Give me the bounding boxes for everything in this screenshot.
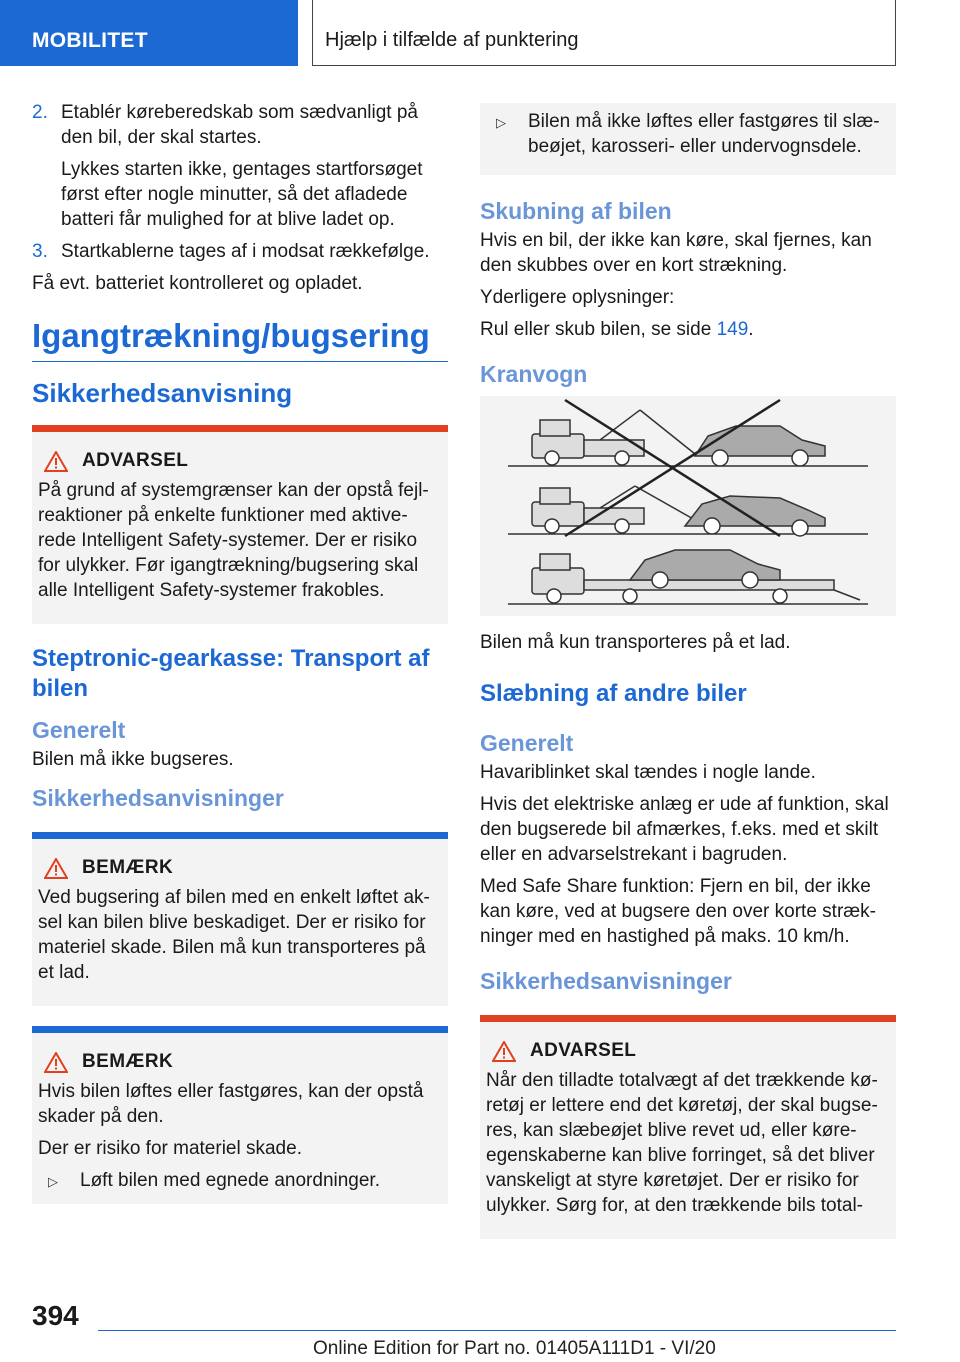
- bullet-item: [38, 1168, 434, 1194]
- roll-text: Rul eller skub bilen, se side 149.: [480, 319, 754, 340]
- warning-label: ADVARSEL: [82, 450, 189, 471]
- note-box: [32, 832, 448, 1006]
- warning-triangle-icon: [44, 451, 68, 472]
- defect-text: Hvis det elektriske anlæg er ude af funktion, skal den bugserede bil afmærkes, f.eks. med et skilt eller en advarselstrekant i bagruden.: [480, 794, 889, 865]
- warning-triangle-icon: [44, 858, 68, 879]
- crane-caption: Bilen må kun transporteres på et lad.: [480, 632, 791, 653]
- push-heading: Skubning af bilen: [480, 198, 672, 224]
- chapter-title: Hjælp i tilfælde af punktering: [312, 0, 896, 66]
- hazard-text: Havariblinket skal tændes i nogle lande.: [480, 762, 816, 783]
- push-text: Hvis en bil, der ikke kan køre, skal fjernes, kan den skubbes over en kort strækning.: [480, 230, 872, 276]
- note-label: BEMÆRK: [82, 857, 174, 878]
- section-tab: MOBILITET: [0, 0, 298, 66]
- tow-methods-illustration: [480, 396, 896, 616]
- safety-instructions-heading: Sikkerhedsanvisninger: [480, 968, 732, 994]
- warning-text: Når den tilladte totalvægt af det trækkende kø‐retøj er lettere end det køretøj, der skal bugse‐res, kan slæbeøjet blive revet ud, eller køre‐egenskaberne kan blive forringet, så det bliver vanskeligt at styre køretøjet. Der er risiko for ulykker. Sørg for, at den trækkende bils total‐: [486, 1070, 878, 1216]
- note-box-continued: [480, 103, 896, 175]
- general-heading: Generelt: [480, 730, 574, 756]
- warning-title: [38, 450, 434, 472]
- bullet-triangle-icon: ▷: [496, 115, 506, 130]
- bullet-triangle-icon: ▷: [48, 1174, 58, 1189]
- more-info-text: Yderligere oplysninger:: [480, 287, 675, 308]
- page-link[interactable]: 149: [716, 319, 749, 340]
- warning-title: [486, 1040, 882, 1062]
- towing-heading: Slæbning af andre biler: [480, 680, 747, 707]
- crane-heading: Kranvogn: [480, 361, 588, 387]
- general-heading: Generelt: [32, 717, 126, 743]
- footer-divider: [98, 1330, 896, 1331]
- step-text: Startkablerne tages af i modsat rækkefølge.: [61, 241, 430, 262]
- edition-text: Online Edition for Part no. 01405A111D1 - VI/20: [313, 1338, 716, 1359]
- general-text: Bilen må ikke bugseres.: [32, 749, 234, 770]
- note-title: [38, 1051, 434, 1073]
- note-text: Der er risiko for materiel skade.: [38, 1138, 302, 1159]
- bullet-text: Bilen må ikke løftes eller fastgøres til slæ‐beøjet, karosseri- eller undervognsdele.: [528, 111, 880, 157]
- warning-box: [480, 1015, 896, 1239]
- main-heading: Igangtrækning/bugsering: [32, 316, 448, 362]
- step-2: [32, 100, 448, 150]
- warning-triangle-icon: [44, 1052, 68, 1073]
- bullet-item: [486, 109, 882, 159]
- safety-instructions-heading: Sikkerhedsanvisninger: [32, 785, 284, 811]
- page-header: [0, 0, 960, 66]
- page-number: 394: [32, 1300, 79, 1331]
- steptronic-heading: Steptronic-gearkasse: Transport af bilen: [32, 645, 430, 702]
- note-label: BEMÆRK: [82, 1051, 174, 1072]
- bullet-text: Løft bilen med egnede anordninger.: [80, 1170, 380, 1191]
- step-text: Etablér køreberedskab som sædvanligt på den bil, der skal startes.: [61, 102, 418, 148]
- step-2-extra: Lykkes starten ikke, gentages startforsøget først efter nogle minutter, så det afladede batteri får mulighed for at blive ladet op.: [61, 159, 423, 230]
- step-number: 2.: [32, 102, 48, 123]
- warning-label: ADVARSEL: [530, 1040, 637, 1061]
- left-column: [32, 100, 448, 1204]
- warning-triangle-icon: [492, 1041, 516, 1062]
- note-text: Ved bugsering af bilen med en enkelt løftet ak‐sel kan bilen blive beskadiget. Der er risiko for materiel skade. Bilen må kun transporteres på et lad.: [38, 887, 430, 983]
- tow-truck-figure: [480, 396, 896, 616]
- note-text: Hvis bilen løftes eller fastgøres, kan der opstå skader på den.: [38, 1081, 424, 1127]
- warning-text: På grund af systemgrænser kan der opstå fejl‐reaktioner på enkelte funktioner med aktive‐rede Intelligent Safety-systemer. Der er risiko for ulykker. Før igangtrækning/bugsering skal alle Intelligent Safety-systemer frakobles.: [38, 480, 429, 601]
- step-number: 3.: [32, 241, 48, 262]
- warning-box: [32, 425, 448, 624]
- safety-heading: Sikkerhedsanvisning: [32, 378, 293, 408]
- note-title: [38, 857, 434, 879]
- note-box: [32, 1026, 448, 1204]
- step-3: [32, 239, 448, 264]
- right-column: [480, 103, 896, 1239]
- safeshare-text: Med Safe Share funktion: Fjern en bil, der ikke kan køre, ved at bugsere den over korte stræk‐ninger med en hastighed på maks. 10 km/h.: [480, 876, 877, 947]
- after-steps-text: Få evt. batteriet kontrolleret og opladet.: [32, 273, 363, 294]
